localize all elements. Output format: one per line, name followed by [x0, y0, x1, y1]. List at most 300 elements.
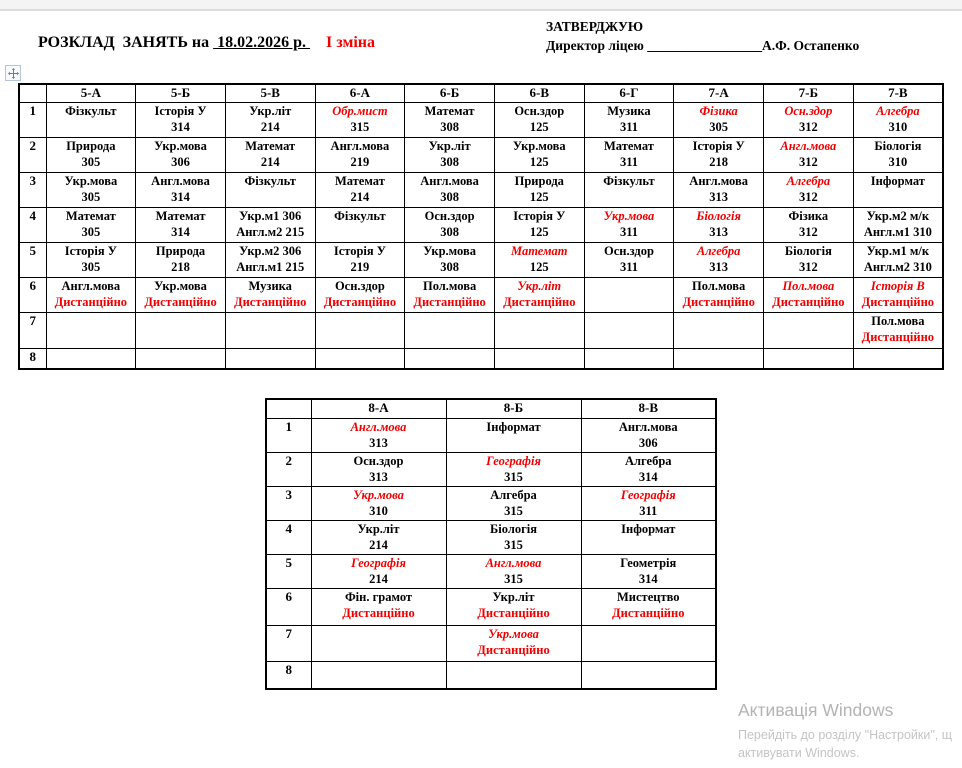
cell-line: 313: [369, 436, 388, 450]
cell-line: 311: [619, 120, 638, 134]
class-header: 5-В: [225, 84, 315, 102]
cell-line: Географія: [351, 555, 406, 570]
table-row: [266, 452, 716, 486]
schedule-cell: [446, 625, 581, 661]
table-row: [19, 207, 943, 242]
cell-line: Геометрія: [620, 555, 677, 570]
schedule-cell: [311, 486, 446, 520]
class-header: 8-А: [311, 399, 446, 418]
cell-line: Біологія: [874, 138, 922, 153]
schedule-cell: [311, 520, 446, 554]
cell-line: Укр.м2 м/к: [866, 208, 930, 223]
schedule-cell: [315, 348, 405, 369]
class-header: 5-А: [46, 84, 136, 102]
cell-line: Історія У: [513, 208, 566, 223]
cell-line: Інформат: [621, 521, 676, 536]
schedule-cell: [581, 588, 716, 625]
cell-line: Математ: [604, 138, 654, 153]
approval-caption: ЗАТВЕРДЖУЮ: [546, 19, 644, 34]
schedule-cell: [446, 554, 581, 588]
schedule-cell: [764, 102, 854, 137]
cell-line: Пол.мова: [871, 313, 925, 328]
cell-line: Укр.мова: [488, 626, 539, 641]
schedule-cell: [311, 418, 446, 452]
cell-line: Фін. грамот: [344, 589, 413, 604]
schedule-cell: [764, 312, 854, 348]
table-row: [266, 486, 716, 520]
schedule-table-grades-5-7: [18, 83, 944, 370]
schedule-cell: [405, 137, 495, 172]
lesson-number: 7: [266, 625, 311, 661]
schedule-cell: [494, 102, 584, 137]
cell-line: Алгебра: [624, 453, 672, 468]
watermark-subtext: Перейдіть до розділу "Настройки", щ активувати Windows.: [738, 728, 953, 760]
cell-line: Англ.мова: [61, 278, 121, 293]
schedule-cell: [405, 207, 495, 242]
schedule-cell: [315, 207, 405, 242]
cell-line: Дистанційно: [234, 295, 307, 309]
schedule-cell: [46, 207, 136, 242]
cell-line: Математ: [65, 208, 116, 223]
cell-line: 311: [619, 260, 638, 274]
cell-line: 305: [81, 155, 101, 169]
schedule-table-grades-8: [265, 398, 717, 690]
four-way-arrow-icon: [8, 68, 19, 79]
cell-line: 314: [171, 225, 190, 239]
schedule-cell: [405, 312, 495, 348]
schedule-cell: [853, 312, 943, 348]
cell-line: Англ.мова: [689, 173, 748, 188]
cell-line: 313: [709, 260, 729, 274]
signature-blank: _________________: [647, 38, 762, 53]
cell-line: Фізика: [788, 208, 829, 223]
lesson-number: 4: [266, 520, 311, 554]
class-header: 6-Г: [584, 84, 674, 102]
schedule-cell: [46, 102, 136, 137]
schedule-cell: [853, 207, 943, 242]
cell-line: Музика: [607, 103, 651, 118]
schedule-cell: [853, 137, 943, 172]
cell-line: Англ.мова: [618, 419, 678, 434]
schedule-cell: [581, 452, 716, 486]
cell-line: Інформат: [486, 419, 541, 434]
schedule-cell: [494, 277, 584, 312]
schedule-cell: [405, 348, 495, 369]
schedule-cell: [405, 172, 495, 207]
cell-line: Дистанційно: [612, 606, 685, 620]
schedule-cell: [405, 102, 495, 137]
table-row: [266, 661, 716, 689]
cell-line: 306: [171, 155, 190, 169]
schedule-cell: [311, 625, 446, 661]
cell-line: Історія У: [333, 243, 386, 258]
approval-block: [546, 17, 859, 55]
schedule-cell: [853, 242, 943, 277]
schedule-cell: [46, 242, 136, 277]
schedule-cell: [405, 242, 495, 277]
class-header: 6-А: [315, 84, 405, 102]
cell-line: 312: [798, 225, 818, 239]
cell-line: Фізика: [699, 103, 738, 118]
class-header: 7-А: [674, 84, 764, 102]
schedule-cell: [315, 242, 405, 277]
cell-line: Історія У: [692, 138, 745, 153]
cell-line: 125: [529, 260, 549, 274]
header-row: [266, 399, 716, 418]
cell-line: Математ: [424, 103, 475, 118]
cell-line: 310: [888, 120, 908, 134]
class-header: 7-В: [853, 84, 943, 102]
cell-line: Укр.мова: [353, 487, 404, 502]
cell-line: 219: [350, 155, 370, 169]
class-header: 7-Б: [764, 84, 854, 102]
cell-line: 308: [440, 155, 459, 169]
lesson-number: 3: [266, 486, 311, 520]
table-row: [266, 625, 716, 661]
cell-line: Пол.мова: [692, 278, 746, 293]
cell-line: 315: [504, 572, 523, 586]
schedule-cell: [764, 348, 854, 369]
schedule-cell: [136, 242, 226, 277]
page-title: [38, 34, 375, 52]
schedule-cell: [311, 661, 446, 689]
cell-line: 315: [504, 538, 523, 552]
schedule-cell: [853, 348, 943, 369]
schedule-cell: [446, 520, 581, 554]
cell-line: Пол.мова: [782, 278, 835, 293]
cell-line: Англ.м1 310: [863, 225, 932, 239]
schedule-cell: [674, 172, 764, 207]
schedule-cell: [584, 348, 674, 369]
cell-line: 219: [350, 260, 370, 274]
schedule-cell: [225, 102, 315, 137]
schedule-cell: [46, 348, 136, 369]
cell-line: Укр.мова: [154, 138, 207, 153]
cell-line: 314: [171, 190, 190, 204]
cell-line: Англ.м1 215: [236, 260, 305, 274]
cell-line: Англ.мова: [420, 173, 479, 188]
schedule-cell: [494, 242, 584, 277]
table-row: [266, 418, 716, 452]
cell-line: 311: [639, 504, 658, 518]
cell-line: Дистанційно: [477, 643, 550, 657]
cell-line: Укр.мова: [423, 243, 476, 258]
cell-line: Географія: [486, 453, 541, 468]
table-row: [19, 242, 943, 277]
table-move-handle-icon[interactable]: [5, 65, 21, 81]
schedule-cell: [494, 207, 584, 242]
lesson-number: 7: [19, 312, 46, 348]
schedule-cell: [584, 207, 674, 242]
cell-line: 125: [529, 120, 549, 134]
cell-line: Алгебра: [786, 173, 831, 188]
header-row: [19, 84, 943, 102]
cell-line: 312: [798, 120, 818, 134]
schedule-cell: [225, 348, 315, 369]
lesson-number: 8: [19, 348, 46, 369]
schedule-cell: [581, 625, 716, 661]
schedule-cell: [853, 172, 943, 207]
cell-line: 308: [440, 225, 459, 239]
cell-line: Осн.здор: [334, 278, 385, 293]
cell-line: Історія У: [154, 103, 207, 118]
cell-line: Укр.літ: [249, 103, 292, 118]
schedule-cell: [674, 242, 764, 277]
watermark-title: Активація Windows: [738, 700, 894, 720]
cell-line: Дистанційно: [323, 295, 397, 309]
cell-line: Укр.літ: [428, 138, 471, 153]
cell-line: 312: [798, 190, 818, 204]
lesson-number: 1: [19, 102, 46, 137]
cell-line: 314: [638, 572, 658, 586]
schedule-cell: [494, 172, 584, 207]
table-row: [19, 137, 943, 172]
schedule-cell: [446, 661, 581, 689]
cell-line: 312: [798, 155, 818, 169]
cell-line: 311: [619, 155, 638, 169]
schedule-cell: [136, 312, 226, 348]
cell-line: Англ.м2 310: [863, 260, 932, 274]
cell-line: Алгебра: [490, 487, 537, 502]
table-row: [19, 348, 943, 369]
schedule-cell: [494, 312, 584, 348]
schedule-cell: [764, 207, 854, 242]
approval-signature-line: [546, 36, 859, 55]
cell-line: 315: [504, 470, 523, 484]
table-row: [266, 554, 716, 588]
title-date: 18.02.2026 р.: [213, 34, 311, 51]
schedule-cell: [225, 137, 315, 172]
lesson-number: 3: [19, 172, 46, 207]
cell-line: 313: [709, 225, 729, 239]
cell-line: Укр.літ: [357, 521, 400, 536]
cell-line: Історія У: [64, 243, 117, 258]
cell-line: Англ.м2 215: [236, 225, 305, 239]
class-header: 8-Б: [446, 399, 581, 418]
schedule-cell: [315, 312, 405, 348]
cell-line: Укр.літ: [492, 589, 535, 604]
cell-line: 308: [440, 260, 459, 274]
schedule-cell: [225, 207, 315, 242]
cell-line: Дистанційно: [413, 295, 486, 309]
cell-line: Фізкульт: [65, 103, 117, 118]
cell-line: 305: [81, 225, 101, 239]
cell-line: Біологія: [490, 521, 537, 536]
cell-line: Дистанційно: [772, 295, 845, 309]
cell-line: Укр.мова: [603, 208, 655, 223]
cell-line: Англ.мова: [780, 138, 837, 153]
cell-line: Дистанційно: [342, 606, 415, 620]
cell-line: 214: [260, 120, 280, 134]
cell-line: 308: [440, 120, 459, 134]
schedule-cell: [674, 137, 764, 172]
schedule-cell: [581, 418, 716, 452]
cell-line: Осн.здор: [784, 103, 833, 118]
schedule-cell: [225, 277, 315, 312]
cell-line: Осн.здор: [514, 103, 565, 118]
schedule-cell: [136, 102, 226, 137]
cell-line: 313: [369, 470, 388, 484]
cell-line: 305: [81, 190, 101, 204]
cell-line: Осн.здор: [604, 243, 654, 258]
schedule-cell: [764, 277, 854, 312]
cell-line: Природа: [66, 138, 116, 153]
cell-line: 314: [171, 120, 190, 134]
schedule-cell: [764, 242, 854, 277]
cell-line: Музика: [248, 278, 292, 293]
cell-line: 214: [350, 190, 370, 204]
schedule-cell: [853, 102, 943, 137]
table-row: [19, 102, 943, 137]
cell-line: Природа: [514, 173, 564, 188]
schedule-cell: [46, 312, 136, 348]
cell-line: 218: [171, 260, 190, 274]
cell-line: Математ: [334, 173, 385, 188]
class-header: 5-Б: [136, 84, 226, 102]
corner-cell: [266, 399, 311, 418]
cell-line: Інформат: [870, 173, 925, 188]
cell-line: Математ: [245, 138, 296, 153]
cell-line: Англ.мова: [151, 173, 210, 188]
cell-line: 308: [440, 190, 459, 204]
schedule-cell: [405, 277, 495, 312]
schedule-cell: [311, 588, 446, 625]
title-shift-badge: І зміна: [326, 34, 376, 51]
cell-line: Укр.м2 306: [239, 243, 302, 258]
schedule-cell: [225, 312, 315, 348]
cell-line: 306: [638, 436, 658, 450]
cell-line: Алгебра: [876, 103, 920, 118]
cell-line: Дистанційно: [54, 295, 128, 309]
schedule-cell: [315, 102, 405, 137]
cell-line: Укр.літ: [517, 278, 562, 293]
class-header: 6-Б: [405, 84, 495, 102]
cell-line: Укр.мова: [512, 138, 566, 153]
schedule-cell: [446, 452, 581, 486]
cell-line: Англ.мова: [330, 138, 390, 153]
approval-role: Директор ліцею: [546, 38, 648, 53]
schedule-cell: [674, 312, 764, 348]
lesson-number: 6: [19, 277, 46, 312]
cell-line: 214: [369, 572, 388, 586]
class-header: 6-В: [494, 84, 584, 102]
schedule-cell: [136, 207, 226, 242]
table-row: [19, 312, 943, 348]
schedule-cell: [315, 172, 405, 207]
cell-line: Дистанційно: [682, 295, 755, 309]
lesson-number: 2: [19, 137, 46, 172]
cell-line: 305: [709, 120, 729, 134]
schedule-cell: [446, 588, 581, 625]
cell-line: Осн.здор: [424, 208, 475, 223]
cell-line: Дистанційно: [144, 295, 217, 309]
cell-line: 311: [619, 225, 638, 239]
schedule-cell: [584, 312, 674, 348]
schedule-cell: [446, 418, 581, 452]
schedule-cell: [136, 277, 226, 312]
class-header: 8-В: [581, 399, 716, 418]
schedule-cell: [581, 520, 716, 554]
lesson-number: 2: [266, 452, 311, 486]
lesson-number: 4: [19, 207, 46, 242]
schedule-cell: [315, 277, 405, 312]
cell-line: 125: [529, 225, 549, 239]
cell-line: Укр.м1 306: [239, 208, 302, 223]
schedule-cell: [584, 277, 674, 312]
table-row: [19, 172, 943, 207]
schedule-cell: [494, 137, 584, 172]
cell-line: Пол.мова: [422, 278, 477, 293]
windows-activation-watermark: [738, 700, 952, 762]
cell-line: 314: [638, 470, 658, 484]
lesson-number: 8: [266, 661, 311, 689]
schedule-cell: [46, 277, 136, 312]
schedule-cell: [46, 172, 136, 207]
cell-line: 313: [709, 190, 729, 204]
cell-line: 125: [529, 155, 549, 169]
cell-line: Біологія: [784, 243, 832, 258]
approval-name: А.Ф. Остапенко: [761, 38, 860, 53]
cell-line: 315: [504, 504, 523, 518]
cell-line: Географія: [620, 487, 676, 502]
table-row: [19, 277, 943, 312]
schedule-cell: [581, 661, 716, 689]
cell-line: Алгебра: [696, 243, 741, 258]
cell-line: Математ: [155, 208, 206, 223]
schedule-cell: [446, 486, 581, 520]
table-row: [266, 520, 716, 554]
cell-line: Фізкульт: [603, 173, 655, 188]
lesson-number: 1: [266, 418, 311, 452]
cell-line: Осн.здор: [353, 453, 404, 468]
schedule-cell: [225, 242, 315, 277]
schedule-cell: [584, 242, 674, 277]
schedule-cell: [581, 486, 716, 520]
lesson-number: 5: [19, 242, 46, 277]
schedule-cell: [674, 207, 764, 242]
cell-line: Природа: [155, 243, 206, 258]
cell-line: 312: [798, 260, 818, 274]
table-row: [266, 588, 716, 625]
cell-line: 214: [260, 155, 280, 169]
cell-line: 310: [369, 504, 388, 518]
cell-line: Історія В: [870, 278, 925, 293]
cell-line: 218: [709, 155, 729, 169]
schedule-cell: [311, 452, 446, 486]
schedule-cell: [136, 172, 226, 207]
cell-line: Обр.мист: [332, 103, 388, 118]
cell-line: 310: [888, 155, 908, 169]
schedule-cell: [764, 172, 854, 207]
schedule-cell: [311, 554, 446, 588]
cell-line: Укр.мова: [154, 278, 207, 293]
schedule-cell: [136, 348, 226, 369]
cell-line: Фізкульт: [244, 173, 296, 188]
cell-line: Укр.м1 м/к: [866, 243, 930, 258]
cell-line: Англ.мова: [350, 419, 407, 434]
schedule-cell: [315, 137, 405, 172]
schedule-cell: [584, 137, 674, 172]
cell-line: Дистанційно: [861, 295, 935, 309]
cell-line: 214: [369, 538, 388, 552]
schedule-cell: [674, 102, 764, 137]
schedule-cell: [136, 137, 226, 172]
cell-line: 125: [529, 190, 549, 204]
corner-cell: [19, 84, 46, 102]
cell-line: Мистецтво: [617, 589, 680, 604]
schedule-cell: [853, 277, 943, 312]
cell-line: Дистанційно: [477, 606, 550, 620]
